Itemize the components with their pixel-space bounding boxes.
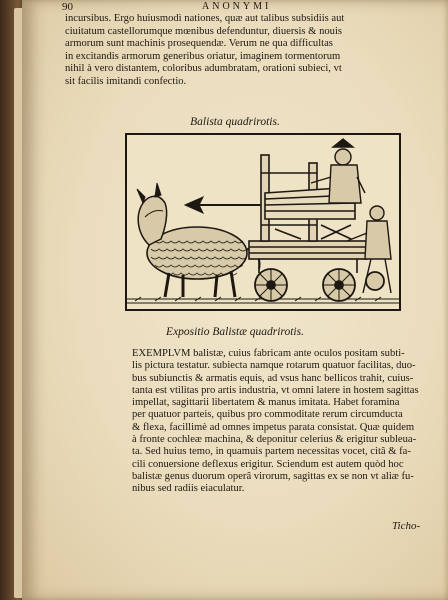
- intro-paragraph: [65, 13, 430, 89]
- text-line: cili conuersione deflexus erigitur. Sciendum est autem quòd hoc: [132, 458, 404, 470]
- text-line: nihil à vero distantem, coloribus adumbratam, orationi subieci, vt: [65, 63, 342, 75]
- text-line: ta. Sed huius temo, in quamuis partem necessitas vocet, citâ & fa-: [132, 446, 411, 458]
- catchword: Ticho-: [392, 520, 421, 532]
- text-line: bus subiunctis & armatis equis, ad vsus hanc bellicos trahit, cuius-: [132, 372, 414, 384]
- text-line: nibus sed radiis eiaculatur.: [132, 483, 245, 495]
- book-page: [22, 0, 448, 600]
- explanation-caption: Expositio Balistæ quadrirotis.: [166, 326, 304, 338]
- text-line: impellat, sagittarii libertatem & manus imitata. Habet foramina: [132, 397, 400, 409]
- body-paragraph: [132, 348, 422, 496]
- text-line: incursibus. Ergo huiusmodi nationes, quæ aut talibus subsidiis aut: [65, 13, 345, 24]
- text-line: armorum sunt machinis prosequendæ. Verum ne qua difficultas: [65, 38, 333, 50]
- text-line: tanta est vtilitas pro artis industria, vt omni latere in hostem sagittas: [132, 384, 419, 396]
- figure-caption: Balista quadrirotis.: [190, 116, 280, 128]
- text-line: in excitandis armorum generibus oriatur, imaginem tormentorum: [65, 50, 341, 62]
- woodcut-illustration: [125, 133, 401, 311]
- text-line: ciuitatum castellorumque mœnibus defenduntur, diuersis & nouis: [65, 25, 343, 37]
- text-line: per quatuor parteis, quibus pro commoditate rerum circumducta: [132, 409, 403, 421]
- running-title: ANONYMI: [202, 1, 272, 12]
- text-line: lis pictura testatur. subiecta namque rotarum quatuor facilitas, duo-: [132, 360, 416, 372]
- text-line: sit facilis imitandi confectio.: [65, 75, 187, 87]
- text-line: EXEMPLVM balistæ, cuius fabricam ante oculos positam subti-: [132, 348, 405, 359]
- text-line: & flexa, facillimè ad omnes impetus parata consistat. Quæ quidem: [132, 421, 415, 433]
- page-number: 90: [62, 1, 73, 13]
- text-line: à fronte cochleæ machina, & deponitur celerius & erigitur subleua-: [132, 434, 417, 446]
- text-line: balistæ genus duorum operâ virorum, sagittas ex se non vt aliæ fu-: [132, 470, 414, 482]
